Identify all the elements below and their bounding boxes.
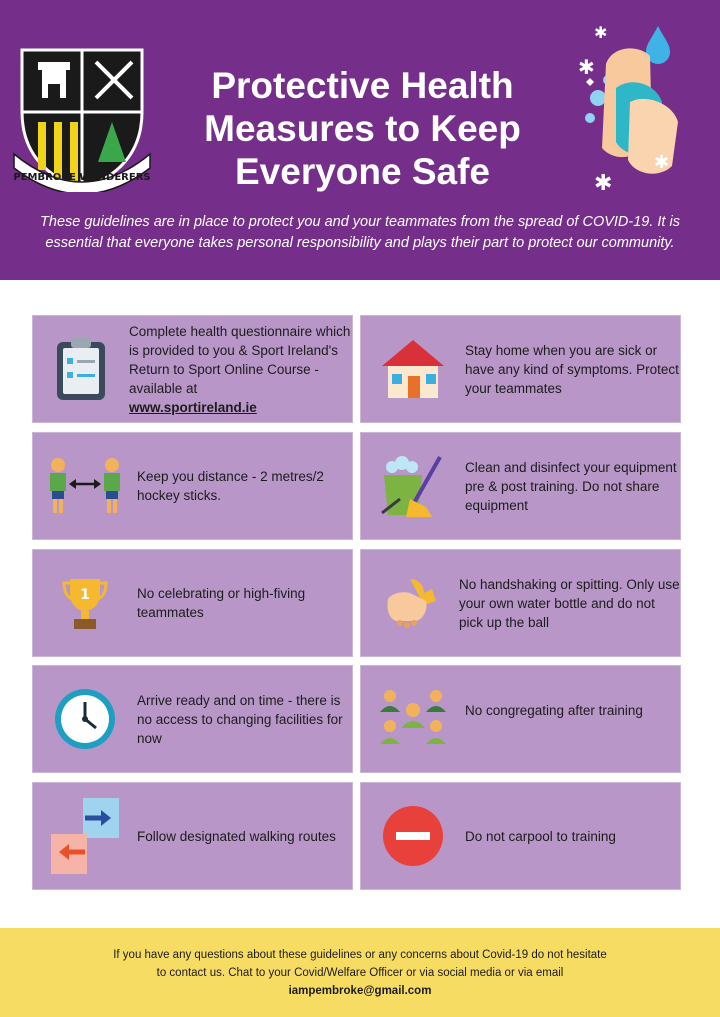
measure-card-stay-home [360,315,681,423]
no-entry-icon [361,805,465,867]
svg-text:✱: ✱ [578,55,595,79]
crest-label: PEMBROKE WANDERERS [13,172,151,183]
title-line-1: Protective Health [211,65,514,106]
measure-card-no-handshaking [360,549,681,657]
contact-email[interactable]: iampembroke@gmail.com [288,985,432,997]
measure-card-no-congregating [360,665,681,773]
group-icon [361,688,465,748]
measure-card-no-celebrating [32,549,353,657]
measure-card-no-carpool [360,782,681,890]
measure-text: Clean and disinfect your equipment pre & post training. Do not share equipment [465,459,677,513]
svg-text:✱: ✱ [654,152,670,173]
club-crest-logo [8,42,156,192]
house-icon [361,338,465,400]
footer-contact [0,928,720,1017]
svg-text:1: 1 [80,587,90,603]
measure-card-clean-equipment [360,432,681,540]
measure-text: Arrive ready and on time - there is no access to changing facilities for now [137,692,343,746]
hand-washing-icon [572,18,692,193]
measure-text: Keep you distance - 2 metres/2 hockey sticks. [137,469,324,503]
measure-text: Complete health questionnaire which is provided to you & Sport Ireland's Return to Sport Online Course - available at www.sportireland.ie [129,323,351,415]
svg-text:✱: ✱ [594,23,608,42]
measure-text: Follow designated walking routes [137,828,336,844]
measure-text: No congregating after training [465,703,643,718]
measure-card-distance [32,432,353,540]
header-banner [0,0,720,280]
footer-line-2: to contact us. Chat to your Covid/Welfare Officer or via social media or via email [156,967,564,979]
distance-icon [33,456,137,516]
svg-text:✱: ✱ [594,171,613,193]
title-line-2: Measures to Keep [204,108,521,149]
intro-text: These guidelines are in place to protect you and your teammates from the spread of COVID-19. It is essential that everyone takes personal responsibility and plays their part to protect our community. [40,214,680,251]
measure-text: No celebrating or high-fiving teammates [137,586,306,620]
measure-text: Stay home when you are sick or have any kind of symptoms. Protect your teammates [465,342,679,396]
cleaning-bucket-icon [361,453,465,519]
handshake-icon [361,575,459,631]
measure-text: No handshaking or spitting. Only use your own water bottle and do not pick up the ball [459,576,680,630]
page-title [160,64,565,193]
clock-icon [33,688,137,750]
measure-text: Do not carpool to training [465,828,616,844]
trophy-icon [33,575,137,631]
clipboard-icon [33,336,129,402]
arrows-icon [33,796,137,876]
title-line-3: Everyone Safe [234,151,491,192]
measure-card-walking-routes [32,782,353,890]
footer-line-1: If you have any questions about these guidelines or any concerns about Covid-19 do not hesitate [113,949,607,961]
measure-card-health-questionnaire [32,315,353,423]
sportireland-link[interactable]: www.sportireland.ie [129,399,257,415]
measure-card-arrive-ready [32,665,353,773]
